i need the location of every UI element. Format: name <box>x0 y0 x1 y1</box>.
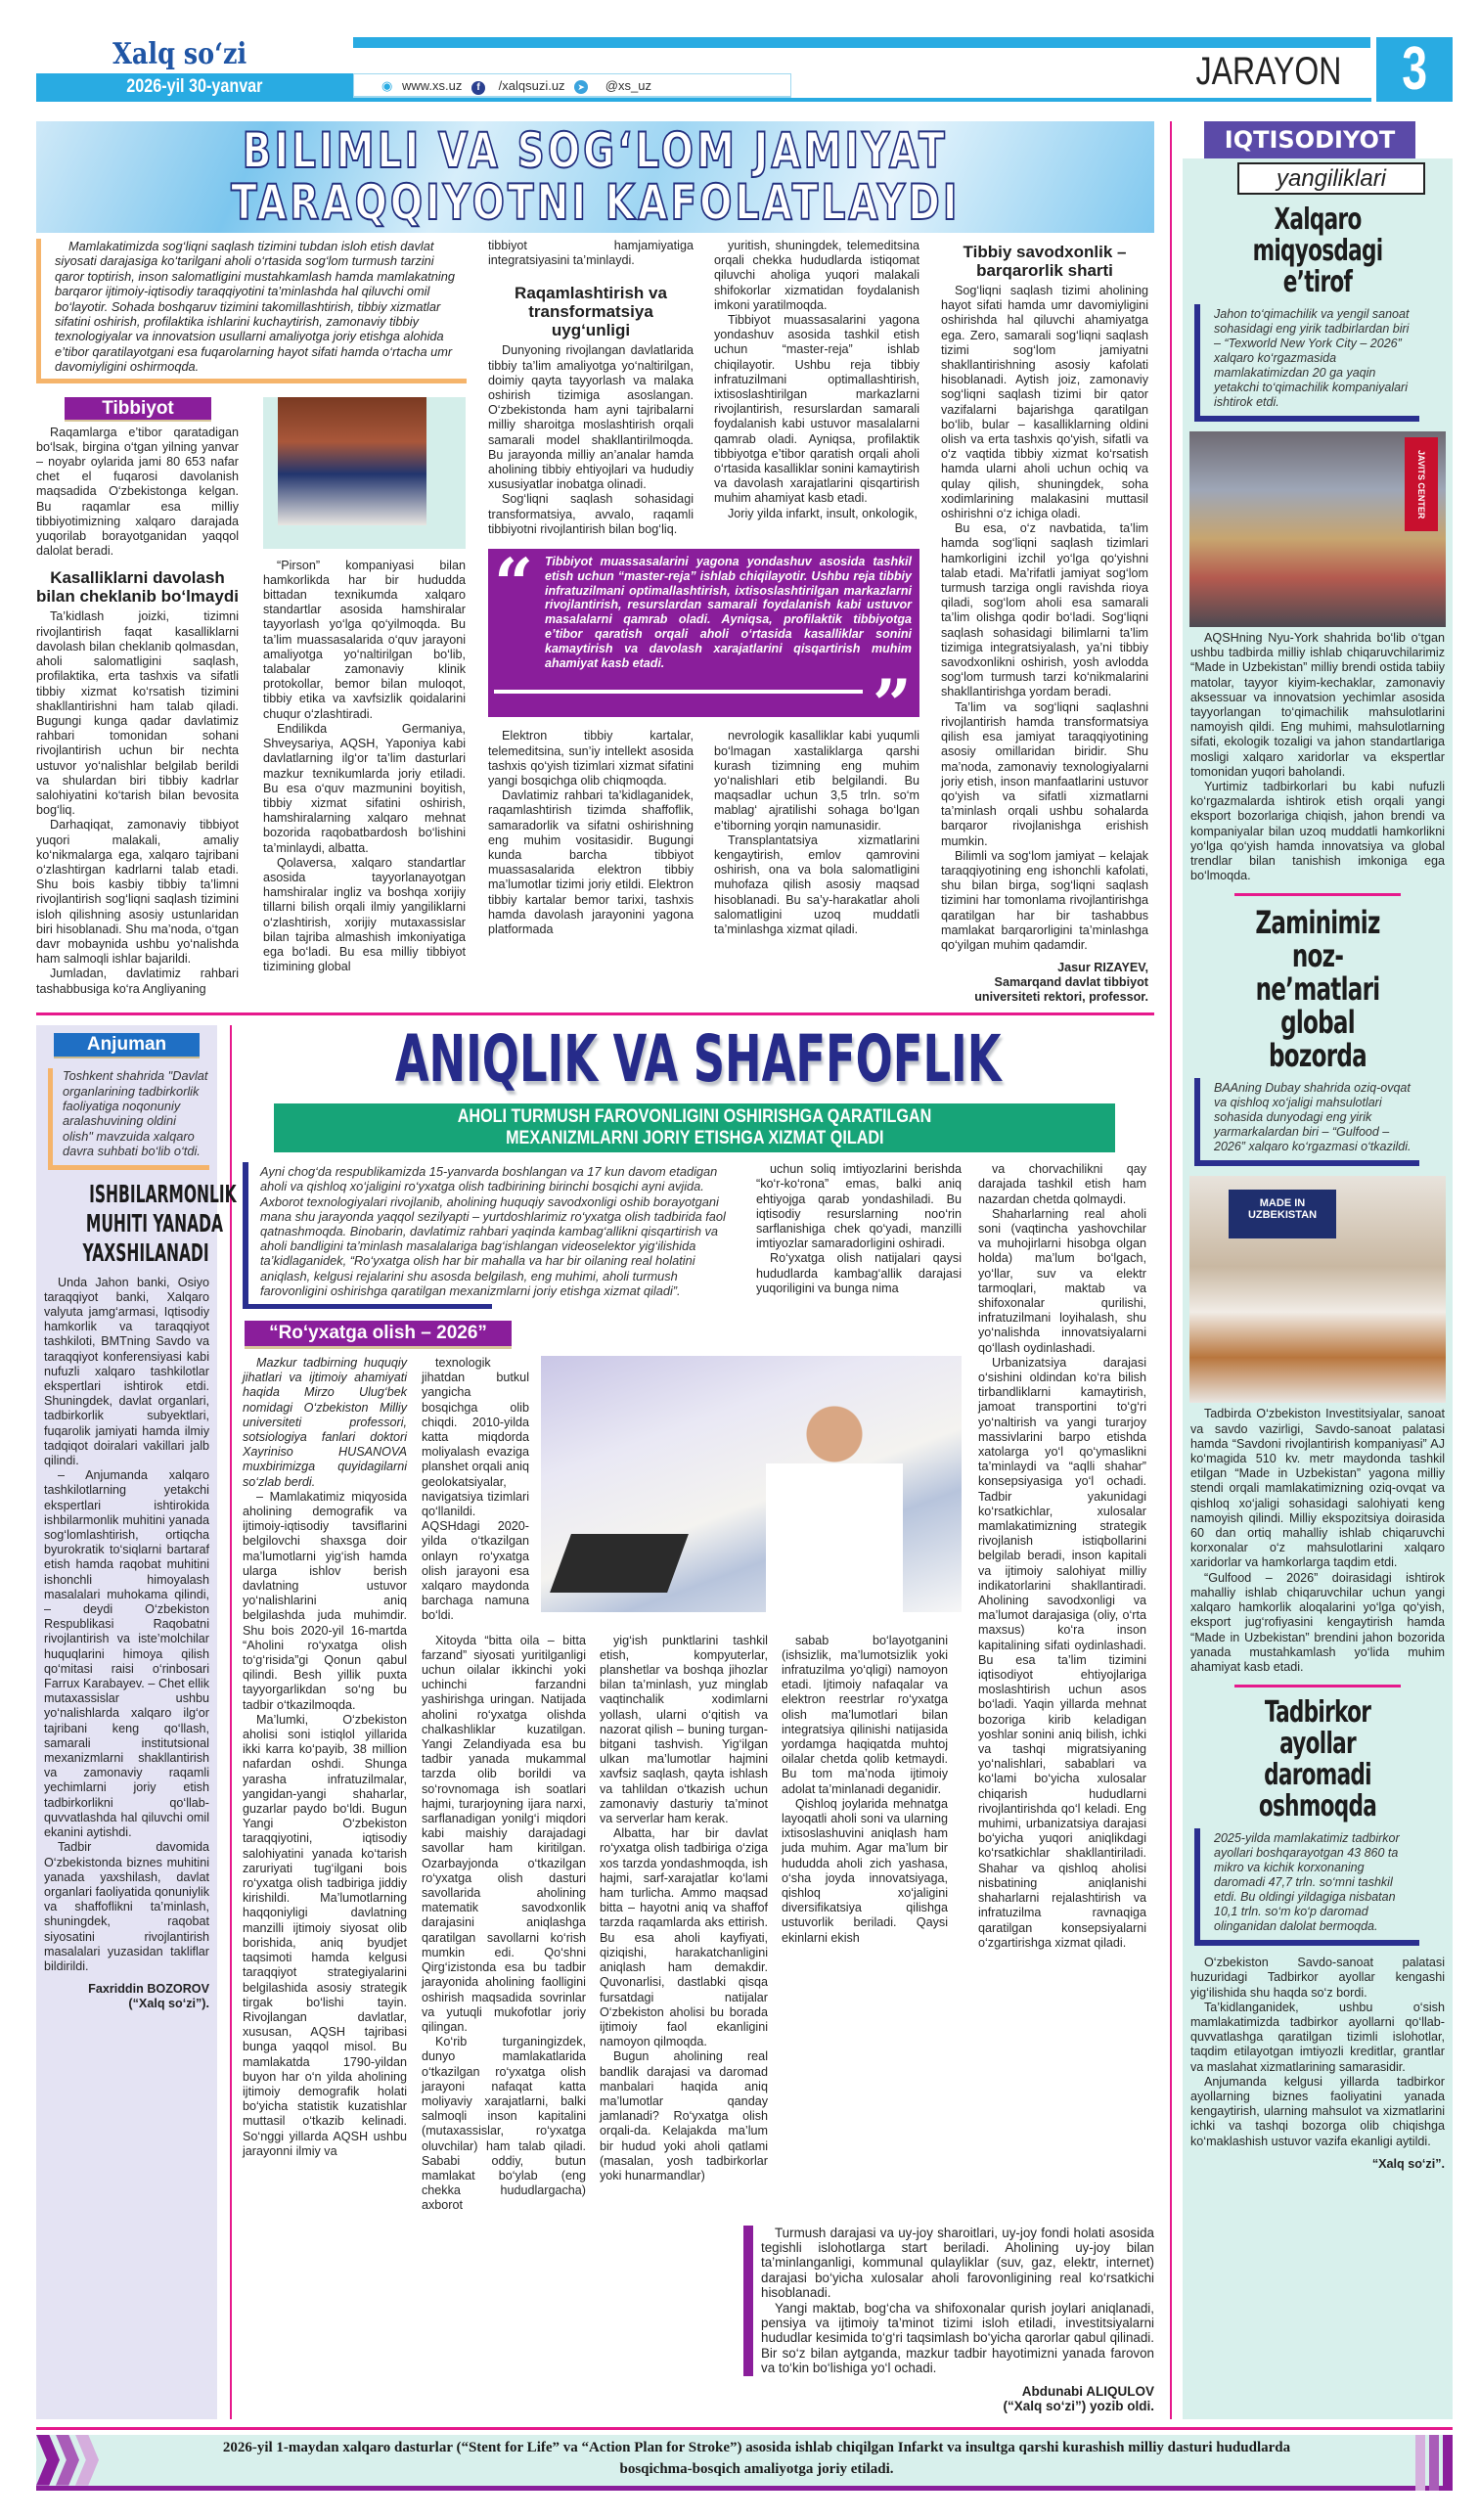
article2-columns <box>243 1162 1154 2213</box>
paragraphs <box>36 609 239 996</box>
anjuman-sidebar <box>36 1025 237 2418</box>
paragraph: va chorvachilikni qay darajada tashkil etish ham nazardan chetda qolmaydi. <box>978 1162 1146 1206</box>
paragraph: Jumladan, davlatimiz rahbari tashabbusiga ko‘ra Angliyaning <box>36 967 239 996</box>
column-5 <box>941 239 1148 1005</box>
social-links <box>353 73 791 98</box>
right-group <box>422 1356 962 2214</box>
paragraph: Tibbiyot muassasalarini yagona yondashuv asosida tashkil etish uchun “master-reja” ishlab chiqilayotir. Ushbu reja tibbiy infratuzilmani optimallashtirish, ixtisoslashtirilgan markazlarni rivojlantirish, resurslardan samarali foydalanish kabi ustuvor masalalarni qamrab oladi. Ayniqsa, profilaktik tibbiyotga e’tibor qaratish orqali aholi o‘rtasida kasalliklar sonini kamaytirish va davolash xarajatlarini qisqartirish muhim ahamiyat kasb etadi. <box>714 313 919 506</box>
chevron-icon <box>36 2435 60 2486</box>
news-intro: BAAning Dubay shahrida oziq-ovqat va qishloq xo‘jaligi mahsulotlari sohasida dunyodagi eng yirik yarmarkalardan biri – “Gulfood – 2026” xalqaro ko‘rgazmasi o‘tkazildi. <box>1194 1078 1419 1166</box>
column-A <box>243 1356 407 2159</box>
paragraph: Transplantatsiya xizmatlarini kengaytirish, emlov qamrovini oshirish, ona va bola salomatligini muhofaza qilish asosiy maqsad hisoblanadi. Bu sa’y-harakatlar aholi salomatligini uzoq muddatli ta’minlashga xizmat qiladi. <box>714 832 919 937</box>
column-4-top <box>714 239 919 521</box>
stripe <box>1429 2435 1439 2491</box>
paragraph: AQSHning Nyu-York shahrida bo‘lib o‘tgan ushbu tadbirda milliy ishlab chiqaruvchilarimiz “Made in Uzbekistan” milliy brendi ostida tabiiy matolar, tayyor kiyim-kechaklar, zamonaviy aksessuar va innovatsion yechimlar asosida tayyorlangan to‘qimachilik mahsulotlarini namoyish qildi. Eng muhimi, mahsulotlarning sifati, ekologik tozaligi va jahon standartlariga mosligi xalqaro xaridorlar va ekspertlar tomonidan yuqori baholandi. <box>1190 631 1445 779</box>
paragraph: Bu esa, o‘z navbatida, ta’lim hamda sog‘liqni saqlash tizimlari hamkorligini izchil yo‘lga qo‘yishni talab etadi. Ma’rifatli jamiyat sog‘lom turmush tarziga ongli ravishda rioya qiladi, sog‘lom aholi esa samarali ta’lim olishga qodir bo‘ladi. Sog‘liqni saqlash sohasidagi bilimlarni ta’lim tizimiga integratsiyalash, ya’ni tibbiy savodxonlikni oshirish, yosh avlodda sog‘lom turmush tarzi ko‘nikmalarini shakllantirishga yordam beradi. <box>941 521 1148 699</box>
section-divider <box>36 1012 1154 1015</box>
paragraph: nevrologik kasalliklar kabi yuqumli bo‘lmagan xastaliklarga qarshi kurash tizimning eng muhim yo‘nalishlari etib belgilandi. Bu maqsadlar uchun 3,5 trln. so‘m mablag‘ ajratilishi sohaga bo‘lgan e’tiborning yorqin namunasidir. <box>714 729 919 832</box>
article2-left-part <box>243 1162 962 2213</box>
paragraph: uchun soliq imtiyozlarini berishda “ko‘r-ko‘rona” emas, balki aniq ehtiyojga qarab yondashiladi. Bu iqtisodiy resurslarning noo‘rin sarflanishiga chek qo‘yadi, manzilli imtiyozlar samaradorligini oshiradi. <box>756 1162 962 1251</box>
paragraph: yig‘ish punktlarini tashkil etish, kompyuterlar, planshetlar va boshqa jihozlar bilan ta’minlash, yuz minglab vaqtinchalik xodimlarni yollash, ularni o‘qitish va nazorat qilish – buning turgan-bitgani tashvish. Yig‘ilgan ulkan ma’lumotlar hajmini xavfsiz saqlash, qayta ishlash va tahlildan o‘tkazish uchun zamonaviy dasturiy ta’minot va serverlar ham kerak. <box>600 1633 768 1826</box>
middle-columns-top <box>488 239 919 537</box>
stripe <box>1415 2435 1425 2491</box>
article2-subtitle: AHOLI TURMUSH FAROVONLIGINI OSHIRISHGA QARATILGAN MEXANIZMLARNI JORIY ETISHGA XIZMAT QILADI <box>274 1103 1115 1152</box>
bottom-rule <box>36 98 1453 102</box>
footer <box>36 2427 1453 2491</box>
photo-row <box>422 1356 962 1624</box>
photo-sign: MADE IN UZBEKISTAN <box>1229 1190 1336 1238</box>
paragraph: Xitoyda “bitta oila – bitta farzand” siyosati yuritilganligi uchun oilalar ikkinchi yoki uchinchi farzandni yashirishga uringan. Natijada aholini ro‘yxatga olishda chalkashliklar kuzatilgan. Yangi Zelandiyada esa bu tadbir yanada mukammal tarzda olib borildi va so‘rovnomaga ish soatlari hajmi, turarjoyning ijara narxi, sarflanadigan yonilg‘i miqdori kabi maishiy darajadagi savollar ham kiritilgan. Ozarbayjonda o‘tkazilgan ro‘yxatga olish dasturi savollarida aholining matematik savodxonlik darajasini aniqlashga qaratilgan savollarni ko‘rish mumkin edi. Qo‘shni Qirg‘izistonda esa bu tadbir jarayonida aholining faolligini oshirish maqsadida sovrinlar va yutuqli mukofotlar joriy qilingan. <box>422 1633 586 2034</box>
paragraph: “Gulfood – 2026” doirasidagi ishtirok mahalliy ishlab chiqaruvchilar uchun yangi xalqaro hamkorlik aloqalarini yo‘lga qo‘yish, eksport jug‘rofiyasini kengaytirish hamda “Made in Uzbekistan” brendini jahon bozorida yanada mustahkamlash yo‘lida muhim ahamiyat kasb etadi. <box>1190 1570 1445 1674</box>
article2-signature <box>743 2384 1154 2413</box>
sidebar-label: IQTISODIYOT <box>1204 121 1415 158</box>
paragraph: Raqamlarga e’tibor qaratadigan bo‘lsak, birgina o‘tgan yilning yanvar – noyabr oylarida jami 80 653 nafar chet el fuqarosi davolanish maqsadida O‘zbekistonga kelgan. Bu raqamlar esa milliy tibbiyotimizning xalqaro darajada yuqorilab borayotganidan yaqqol dalolat beradi. <box>36 425 239 559</box>
intro-rule <box>243 1304 492 1309</box>
section-name: JARAYON <box>1195 50 1342 93</box>
author-name: Faxriddin BOZOROV <box>88 1982 209 1997</box>
article2-intro: Ayni chog‘da respublikamizda 15-yanvarda boshlangan va 17 kun davom etadigan aholi va qishloq xo‘jaligini ro‘yxatga olish tadbirining birinchi bosqichi ayni avjida. Axborot texnologiyalari rivojlanib, aholining huquqiy savodxonligi oshib borayotgani mana shu jarayonda yaqqol sezilyapti – yurtdoshlarimiz ro‘yxatga olish tadbirida faol qatnashmoqda. Binobarin, davlatimiz rahbari yaqinda kambag‘allikni qisqartirish va aholi bandligini ta’minlash masalalariga bag‘ishlangan videoselektor yig‘ilishida ta’kidlaganidek, “Ro‘yxatga olish har bir mahalla va har bir oilaning real holatini aniqlash, kelgusi rejalarini shu asosda belgilash, eng muhimi, aholi turmush farovonligini oshirishga qaratilgan mexanizmlarni joriy etishga xizmat qiladi”. <box>243 1162 741 1304</box>
paragraph: Endilikda Germaniya, Shveysariya, AQSH, Yaponiya kabi davlatlarning ilg‘or ta’lim dasturlari mazkur texnikumlarda joriy etiladi. Bu esa o‘quv mazmunini boyitish, tibbiy xizmat sifatini oshirish, hamshiralarning xalqaro mehnat bozorida raqobatbardosh bo‘lishini ta’minlaydi, albatta. <box>263 721 466 855</box>
paragraph: yuritish, shuningdek, telemeditsina orqali chekka hududlarda istiqomat qiluvchi aholiga yuqori malakali shifokorlar xizmatidan foydalanish imkoni yaratilmoqda. <box>714 239 919 312</box>
column-E <box>978 1162 1146 1951</box>
anjuman-intro: Toshkent shahrida "Davlat organlarining tadbirkorlik faoliyatiga noqonuniy aralashuvining oldini olish" mavzuida xalqaro davra suhbati bo‘lib o‘tdi. <box>48 1068 209 1169</box>
telegram-link[interactable]: @xs_uz <box>605 78 651 93</box>
quote-footer <box>494 664 912 746</box>
paragraph: Tadbir davomida O‘zbekistonda biznes muhitini yanada yaxshilash, davlat organlari faoliyatida qonuniylik va shaffoflikni ta’minlash, shuningdek, raqobat siyosatini rivojlantirish masalalari yuzasidan takliflar bildirildi. <box>44 1840 209 1973</box>
column-2 <box>263 397 466 975</box>
news-body <box>1187 631 1449 883</box>
interview-lead: Mazkur tadbirning huquqiy jihatlari va ijtimoiy ahamiyati haqida Mirzo Ulug‘bek nomidagi O‘zbekiston Milliy universiteti professori, sotsiologiya fanlari doktori Xayriniso HUSANOVA muxbirimizga quyidagilarni so‘zlab berdi. <box>243 1355 407 1489</box>
news-body <box>1187 1407 1449 1675</box>
column-D <box>782 1634 948 1946</box>
paragraph: – Mamlakatimiz miqyosida aholining demografik va ijtimoiy-iqtisodiy tavsiflarini belgilovchi shaxsga doir ma’lumotlarni yig‘ish hamda ularga ishlov berish davlatning ustuvor yo‘nalishlarini aniq belgilashda juda muhimdir. Shu bois 2020-yil 16-martda “Aholini ro‘yxatga olish to‘g‘risida”gi Qonun qabul qilindi. Besh yillik puxta tayyorgarlikdan so‘ng bu tadbir o‘tkazilmoqda. <box>243 1489 407 1712</box>
main-column <box>36 121 1154 2419</box>
footer-banner <box>36 2435 1453 2491</box>
paragraphs <box>761 2226 1154 2376</box>
quote-text: Tibbiyot muassasalarini yagona yondashuv asosida tashkil etish uchun “master-reja” ishlab chiqilayotir. Ushbu reja tibbiy infratuzilmani optimallashtirish, ixtisoslashtirilgan markazlarni rivojlantirish, resurslardan samarali foydalanish kabi ustuvor masalalarni qamrab oladi. Ayniqsa, profilaktik tibbiyotga e’tibor qaratish orqali aholi o‘rtasida kasalliklar sonini kamaytirish va davolash xarajatlarini qisqartirish muhim ahamiyat kasb etadi. <box>545 555 912 670</box>
article1-left-part <box>36 239 467 997</box>
column-text <box>263 559 466 975</box>
paragraph: Anjumanda kelgusi yillarda tadbirkor ayollarning biznes faoliyatini yanada kengaytirish, ularning mahsulot va xizmatlarini ichki va tashqi bozorga olib chiqishga ko‘maklashish ustuvor vazifa ekanligi aytildi. <box>1190 2074 1445 2148</box>
paragraph: Sog‘liqni saqlash sohasidagi transformatsiya, avvalo, raqamli tibbiyotni rivojlantirish bilan bog‘liq. <box>488 492 694 536</box>
article1-middle-part <box>488 239 919 937</box>
intro-wrap <box>243 1162 741 1309</box>
divider <box>1234 1685 1401 1688</box>
news-item <box>1187 1697 1449 2172</box>
column-B-top <box>422 1356 529 1624</box>
quote-close-icon: ” <box>872 664 912 746</box>
column-1 <box>36 397 239 997</box>
paragraph: Qishloq joylarida mehnatga layoqatli aholi soni va ularning ixtisoslashuvini aniqlash ham juda muhim. Agar ma’lum bir hududda aholi zich yashasa, o‘sha joyda innovatsiyaga, qishloq xo‘jaligini diversifikatsiya qilishga ustuvorlik beriladi. Qaysi ekinlarni ekish <box>782 1796 948 1945</box>
column-B <box>422 1634 586 2214</box>
photo-sign: JAVITS CENTER <box>1405 437 1438 531</box>
lower-columns <box>422 1634 962 2214</box>
article2-title: ANIQLIK VA SHAFFOFLIK <box>395 1021 1002 1098</box>
news-intro: Jahon to‘qimachilik va yengil sanoat sohasidagi eng yirik tadbirlardan biri – “Texworld New York City – 2026” xalqaro ko‘rgazmasida mamlakatimizdan 20 ga yaqin yetakchi to‘qimachilik kompaniyalari ishtirok etdi. <box>1194 304 1419 422</box>
column-3-bottom <box>488 729 694 937</box>
article-intro: Mamlakatimizda sog‘liqni saqlash tizimini tubdan isloh etish davlat siyosati darajasiga ko‘tarilgani aholi o‘rtasida sog‘lom turmush tarzini qaror toptirish, inson salomatligini mustahkamlash hamda mamlakatning barqaror ijtimoiy-iqtisodiy taraqqiyotini ta’minlashda hal qiluvchi omil bo‘layotir. Sohada boshqaruv tizimini takomillashtirish, tibbiy xizmatlar sifatini oshirish, profilaktika ishlarini kuchaytirish, zamonaviy tibbiy texnologiyalar va innovatsion usullarni amaliyotga joriy etishga alohida e’tibor qaratilayotgani esa fuqarolarning hayot sifati hamda o‘rtacha umr davomiyligini oshirmoqda. <box>36 239 467 383</box>
paragraph: Ko‘rib turganingizdek, dunyo mamlakatlarida o‘tkazilgan ro‘yxatga olish jarayoni nafaqat katta moliyaviy xarajatlarni, balki salmoqli inson kapitalini (mutaxassislar, ro‘yxatga oluvchilar) ham talab qiladi. Sababi oddiy, butun mamlakat bo‘ylab (eng chekka hududlargacha) axborot <box>422 2035 586 2213</box>
paragraph: Urbanizatsiya darajasi o‘sishini oldindan ko‘ra bilish tirbandliklarni kamaytirish, jamoat transportini to‘g‘ri yo‘naltirish va yangi turarjoy massivlarini barpo etishda xatolarga yo‘l qo‘ymaslikni ta’minlaydi va “aqlli shahar” konsepsiyasiga yo‘l ochadi. Tadbir yakunidagi ko‘rsatkichlar, xulosalar mamlakatimizning strategik rivojlanish istiqbollarini belgilab beradi, inson kapitali va ijtimoiy salohiyat milliy indikatorlarini shakllantiradi. Aholining savodxonligi va ma’lumot darajasiga (oliy, o‘rta maxsus) ko‘ra inson kapitalining sifati oydinlashadi. Bu esa ta’lim tizimini iqtisodiyot ehtiyojlariga moslashtirish uchun asos bo‘ladi. Yaqin yillarda mehnat bozoriga kirib keladigan yoshlar sonini aniq bilish, ichki va tashqi migratsiyaning yo‘nalishlari, sabablari va ko‘lami bo‘yicha xulosalar chiqarish hududlarni rivojlantirishda qo‘l keladi. Eng muhimi, urbanizatsiya darajasi bo‘yicha yuqori aniqlikdagi ko‘rsatkichlar shakllantiriladi. Shahar va qishloq aholisi nisbatining aniqlanishi shaharlarni rejalashtirish va infratuzilma ravnaqiga qaratilgan konsepsiyalarni o‘zgartirishga xizmat qiladi. <box>978 1355 1146 1950</box>
paragraph: Ta’kidlanganidek, ushbu o‘sish mamlakatimizda tadbirkor ayollarni qo‘llab-quvvatlashga qaratilgan tizimli islohotlar, taqdim etilayotgan imtiyozli kreditlar, grantlar va maslahat xizmatlarining samarasidir. <box>1190 2000 1445 2074</box>
lead-text: tibbiyot hamjamiyatiga integratsiyasini ta’minlaydi. <box>488 239 694 268</box>
site-link[interactable]: www.xs.uz <box>401 78 463 93</box>
news-title: Zaminimiz noz-ne’matlari global bozorda <box>1255 904 1380 1075</box>
sidebar-news <box>1183 195 1453 2172</box>
photo-background <box>263 397 466 549</box>
anjuman-body <box>44 1276 209 1975</box>
column-1-lower <box>36 568 239 996</box>
subheading: Raqamlashtirish va transformatsiya uyg‘unligi <box>515 284 667 340</box>
column-text <box>36 426 239 560</box>
intro-row <box>243 1162 962 1309</box>
footer-text: 2026-yil 1-maydan xalqaro dasturlar (“Stent for Life” va “Action Plan for Stroke”) asosida ishlab chiqilgan Infarkt va insultga qarshi kurashish milliy dasturi hududlarda bosqichma-bosqich amaliyotga joriy etiladi. <box>222 2439 1291 2477</box>
sidebar-sublabel: yangiliklari <box>1237 162 1425 195</box>
article-title-line2: TARAQQIYOTNI KAFOLATLAYDI <box>230 174 961 231</box>
news-title: Xalqaro miqyosdagi e’tirof <box>1252 202 1383 299</box>
paragraph: “Pirson” kompaniyasi bilan hamkorlikda har bir hududda bittadan texnikumda xalqaro standartlar asosida hamshiralar tayyorlash yo‘lga qo‘yilmoqda. Bu ta’lim muassasalarida o‘quv jarayoni amaliyotga yo‘naltirilgan bo‘lib, talabalar zamonaviy klinik protokollar, bemor bilan muloqot, tibbiy etika va xavfsizlik qoidalarini chuqur o‘zlashtiradi. <box>263 558 466 721</box>
quote-open-icon: “ <box>494 543 534 625</box>
news-intro: 2025-yilda mamlakatimiz tadbirkor ayollari boshqarayotgan 43 860 ta mikro va kichik korxonaning daromadi 47,7 trln. so‘mni tashkil etdi. Bu oldingi yildagiga nisbatan 10,1 trln. so‘m ko‘p daromad olinganidan dalolat bermoqda. <box>1194 1828 1419 1946</box>
paragraph: O‘zbekiston Savdo-sanoat palatasi huzuridagi Tadbirkor ayollar kengashi yig‘ilishida shu haqda so‘z bordi. <box>1190 1956 1445 2000</box>
paragraph: sabab bo‘layotganini (ishsizlik, ma’lumotsizlik yoki infratuzilma yo‘qligi) namoyon etadi. Ijtimoiy nafaqalar va elektron reestrlar ro‘yxatga olish ma’lumotlari bilan integratsiya qilinishi natijasida yordamga haqiqatda muhtoj oilalar chetda qolib ketmaydi. Bu tom ma’noda ijtimoiy adolat ta’minlanadi deganidir. <box>782 1633 948 1796</box>
column-3-top <box>488 239 694 537</box>
paragraph: – Anjumanda xalqaro tashkilotlarning yetakchi ekspertlari ishtirokida ishbilarmonlik muhitini yanada sog‘lomlashtirish, ortiqcha byurokratik to‘siqlarni bartaraf etish hamda raqobat muhitini ishonchli himoyalash masalalari muhokama qilindi, – deydi O‘zbekiston Respublikasi Raqobatni rivojlantirish va iste’molchilar huquqlarini himoya qilish qo‘mitasi raisi o‘rinbosari Farrux Karabayev. – Chet ellik mutaxassislar ushbu yo‘nalishlarda xalqaro ilg‘or tajribani keng qo‘llash, samarali institutsional mexanizmlarni shakllantirish va zamonaviy raqamli yechimlarni joriy etish tadbirkorlikni qo‘llab-quvvatlashda hal qiluvchi omil ekanini aytishdi. <box>44 1468 209 1840</box>
author-source: (“Xalq so‘zi”) yozib oldi. <box>1003 2398 1154 2413</box>
facebook-link[interactable]: /xalqsuzi.uz <box>498 78 565 93</box>
paragraph: Bilimli va sog‘lom jamiyat – kelajak taraqqiyotining eng ishonchli kafolati, shu bilan birga, sog‘liqni saqlash tizimini har tomonlama rivojlantirishga qaratilgan har bir tashabbus mamlakat barqarorligini ta’minlashga qo‘yilgan muhim qadamdir. <box>941 848 1148 952</box>
paragraph: Ro‘yxatga olish natijalari qaysi hududlarda kambag‘allik darajasi yuqoriligini va bunga nima <box>756 1251 962 1295</box>
sidebar-background <box>1183 158 1453 2419</box>
author-name: Abdunabi ALIQULOV <box>1021 2383 1154 2399</box>
sidebar <box>1183 121 1453 2419</box>
date-bar: 2026-yil 30-yanvar <box>36 73 353 100</box>
author-photo <box>278 397 426 525</box>
paragraph: Turmush darajasi va uy-joy sharoitlari, uy-joy fondi holati asosida tegishli islohotlarga start beriladi. Aholining uy-joy bilan ta’minlanganligi, kommunal qulayliklar (suv, gaz, elektr, internet) darajasi bo‘yicha xulosalar aholi farovonligining real ko‘rsatkichi hisoblanadi. <box>761 2225 1154 2301</box>
paragraph: Albatta, har bir davlat ro‘yxatga olish tadbiriga o‘ziga xos tarzda yondashmoqda, ish hajmi, sarf-xarajatlar ko‘lami ham turlicha. Ammo maqsad bitta – hayotni aniq va shaffof tarzda raqamlarda aks ettirish. Bu esa aholi kayfiyati, qiziqishi, harakatchanligini aniqlash ham demakdir. Quvonarlisi, dastlabki qisqa fursatdagi natijalar O‘zbekiston aholisi bu borada ijtimoiy faol ekanligini namoyon qilmoqda. <box>600 1826 768 2049</box>
footer-rule <box>36 2427 1453 2430</box>
paragraph: Dunyoning rivojlangan davlatlarida tibbiy ta’lim amaliyotga yo‘naltirilgan, doimiy qayta tayyorlash va malaka oshirish tizimiga asoslangan. O‘zbekistonda ham ayni tajribalarni milliy sharoitga moslashtirish orqali samarali model shakllantirilmoqda. Bu jarayonda milliy an’analar hamda aholining tibbiy ehtiyojlari va hududiy xususiyatlar inobatga olinadi. <box>488 343 694 492</box>
facebook-icon: f <box>471 81 485 95</box>
column-4-bottom <box>714 729 919 937</box>
telegram-icon: ➤ <box>574 80 588 94</box>
section-label-royxat: “Ro‘yxatga olish – 2026” <box>245 1321 512 1346</box>
paragraph: Ma’lumki, O‘zbekiston aholisi soni istiqlol yillarida ikki karra ko‘payib, 38 million nafardan oshdi. Shunga yarasha infratuzilmalar, yangidan-yangi shaharlar, guzarlar paydo bo‘ldi. Bugun Yangi O‘zbekiston taraqqiyotini, iqtisodiy salohiyatini yanada ko‘tarish zaruriyati tug‘ilgani bois ro‘yxatga olish tadbiriga jiddiy kirishildi. Ma’lumotlarning haqqoniyligi davlatning manzilli ijtimoiy siyosat olib borishida, aniq byudjet taqsimoti hamda kelgusi taraqqiyot strategiyalarini belgilashida asosiy strategik tirgak bo‘lishi tayin. Rivojlangan davlatlar, xususan, AQSH tajribasi bunga yaqqol misol. Bu mamlakatda 1790-yildan buyon har o‘n yilda aholining ijtimoiy demografik holati bo‘yicha statistik kuzatishlar muttasil o‘tkazib kelinadi. So‘nggi yillarda AQSH ushbu jarayonni ilmiy va <box>243 1712 407 2158</box>
article-title-line1: BILIMLI VA SOG‘LOM JAMIYAT <box>242 122 949 179</box>
news-source: “Xalq so‘zi”. <box>1371 2156 1445 2171</box>
expo-photo <box>1189 1176 1446 1403</box>
anjuman-title: ISHBILARMONLIK MUHITI YANADA YAXSHILANADI <box>82 1179 237 1267</box>
person-figure <box>766 1395 903 1612</box>
page-body <box>36 121 1453 2419</box>
paragraph: Tadbirda O‘zbekiston Investitsiyalar, sanoat va savdo vazirligi, Savdo-sanoat palatasi hamda “Savdoni rivojlantirish kompaniyasi” AJ ko‘magida 510 kv. metr maydonda tashkil etilgan “Made in Uzbekistan” yagona milliy stendi orqali mamlakatimizning oziq-ovqat va qishloq xo‘jaligi sohasidagi salohiyati keng namoyish qilindi. Milliy ekspozitsiya doirasida 60 dan ortiq mahalliy ishlab chiqaruvchi korxonalar o‘z mahsulotlarini xalqaro xaridorlar va hamkorlarga taqdim etdi. <box>1190 1407 1445 1570</box>
logo[interactable]: Xalq so‘zi <box>112 37 247 71</box>
laptop <box>550 1534 689 1593</box>
article2 <box>243 1021 1154 2418</box>
news-item <box>1187 204 1449 896</box>
subheading: Kasalliklarni davolash bilan cheklanib bo‘lmaydi <box>36 568 239 607</box>
column-D-top <box>756 1162 962 1296</box>
paragraph: Shaharlarning real aholi soni (vaqtincha yashovchilar va muhojirlarni hisobga olgan holda) ma’lum bo‘lgach, yo‘llar, suv va elektr tarmoqlari, maktab va shifoxonalar qurilishi, infratuzilmani loyihalash, shu yo‘nalishda innovatsiyalarni qo‘llash oydinlashadi. <box>978 1206 1146 1355</box>
expo-photo <box>1189 431 1446 627</box>
paragraph: Ta’kidlash joizki, tizimni rivojlantirish faqat kasalliklarni davolash bilan cheklanib qolmasdan, aholi salomatligini saqlash, profilaktika, erta tashxis va sifatli tibbiy xizmat ko‘rsatish tizimini shakllantirishni ham talab qiladi. Bugungi kunga qadar davlatimiz rahbari tomonidan sohani rivojlantirish uchun bir nechta ustuvor yo‘nalishlar belgilab berildi va shulardan biri tibbiy kadrlar salohiyatini ko‘tarish bilan bevosita bog‘liq. <box>36 609 239 818</box>
paragraph: Joriy yilda infarkt, insult, onkologik, <box>728 506 918 520</box>
subheading: Tibbiy savodxonlik – barqarorlik sharti <box>963 243 1127 280</box>
paragraph: Ta’lim va sog‘liqni saqlashni rivojlantirish hamda transformatsiya qilish esa jamiyat taraqqiyotining asosiy omillaridan biridir. Shu ma’noda, zamonaviy texnologiyalarni joriy etish, inson manfaatlarini ustuvor qo‘yish va sifatli xizmatlarni ta’minlash orqali ushbu sohalarda barqaror rivojlanishga erishish mumkin. <box>941 699 1148 848</box>
section-label-anjuman: Anjuman <box>54 1033 200 1057</box>
paragraphs <box>941 284 1148 953</box>
paragraph: Bugun aholining real bandlik darajasi va daromad manbalari haqida aniq ma’lumotlar qanday jamlanadi? Ro‘yxatga olish orqali-da. Kelajakda ma’lum bir hudud yoki aholi qatlami (masalan, yosh tadbirkorlar yoki hunarmandlar) <box>600 2049 768 2182</box>
body-row <box>243 1356 962 2214</box>
author-role: Samarqand davlat tibbiyot universiteti rektori, professor. <box>974 975 1148 1005</box>
quote-rule <box>494 690 863 694</box>
paragraph: Yangi maktab, bog‘cha va shifoxonalar qurish joylari aniqlanadi, pensiya va ijtimoiy ta’minot tizimi isloh etiladi, investitsiyalarni hududlar kesimida to‘g‘ri taqsimlash bo‘yicha qarorlar qabul qilinadi. Bir so‘z bilan aytganda, mazkur tadbir hayotimizni yanada farovon va to‘kin bo‘lishiga yo‘l ochadi. <box>761 2300 1154 2376</box>
paragraphs <box>488 343 694 537</box>
paragraph: Davlatimiz rahbari ta’kidlaganidek, raqamlashtirish tizimda shaffoflik, samaradorlik va sifatni oshirishning eng muhim vositasidir. Bugungi kunda barcha tibbiyot muassasalarida elektron tibbiy ma’lumotlar tizimi joriy etildi. Elektron tibbiy kartalar bemor tarixi, tashxis hamda davolash jarayonini yagona platformada <box>488 788 694 937</box>
divider <box>1234 893 1401 896</box>
paragraph: Yurtimiz tadbirkorlari bu kabi nufuzli ko‘rgazmalarda ishtirok etish orqali yangi eksport bozorlariga chiqish, jahon brendi va kompaniyalar bilan uzoq muddatli hamkorlikni yo‘lga qo‘yish hamda innovatsiya va global trendlar bilan tanishish imkoniga ega bo‘lmoqda. <box>1190 780 1445 883</box>
closing-box <box>743 2226 1154 2376</box>
top-blue-bar <box>353 37 1370 48</box>
news-item <box>1187 906 1449 1688</box>
masthead <box>36 37 1453 112</box>
paragraph: Unda Jahon banki, Osiyo taraqqiyot banki, Xalqaro valyuta jamg‘armasi, Iqtisodiy hamkorlik va taraqqiyot tashkiloti, BMTning Savdo va taraqqiyot konferensiyasi kabi nufuzli xalqaro tashkilotlar ekspertlari ishtirok etdi. Shuningdek, davlat organlari, tadbirkorlik subyektlari, fuqarolik jamiyati hamda ilmiy tadqiqot doiralari vakillari jalb qilindi. <box>44 1275 209 1468</box>
vertical-divider <box>230 1025 232 2418</box>
census-photo <box>541 1356 962 1612</box>
paragraph: Sog‘liqni saqlash tizimi aholining hayot sifati hamda umr davomiyligini oshirishda hal qiluvchi ahamiyatga ega. Zero, samarali sog‘liqni saqlash tizimi sog‘lom jamiyatni shakllantirishning asosiy kafolati hisoblanadi. Aytish joiz, zamonaviy sog‘liqni saqlash tizimi bir qator vazifalarni bajarishga qaratilgan bo‘lib, bular – kasalliklarning oldini olish va erta tashxis qo‘yish, sifatli va o‘z vaqtida tibbiy xizmat ko‘rsatish hamda ularni aholi uchun ochiq va qulay qilish, shuningdek, soha xodimlarining malakasini muttasil oshirishni o‘z ichiga oladi. <box>941 284 1148 521</box>
paragraph: Qolaversa, xalqaro standartlar asosida tayyorlanayotgan hamshiralar ingliz va boshqa xorijiy tillarni bilish orqali ilmiy yangiliklarni o‘zlashtirish, xorijiy mutaxassislar bilan tajriba almashish imkoniyatiga ega bo‘ladi. Bu esa milliy tibbiyot tizimining global <box>263 855 466 974</box>
paragraph: Darhaqiqat, zamonaviy tibbiyot yuqori malakali, amaliy ko‘nikmalarga ega, xalqaro tajribani o‘zlashtirgan kadrlarni talab etadi. Shu bois kasbiy tibbiy ta’limni rivojlantirish sog‘liqni saqlash tizimini isloh qilishning asosiy ustunlaridan biri hisoblanadi. Shu ma’noda, o‘tgan davr mobaynida ushbu yo‘nalishda ham salmoqli ishlar bajarildi. <box>36 818 239 967</box>
quote-body <box>494 543 912 670</box>
globe-icon: ◉ <box>381 78 393 93</box>
vertical-divider <box>1170 121 1172 2419</box>
stripe <box>1443 2435 1453 2491</box>
article-banner <box>36 121 1154 233</box>
paragraph: texnologik jihatdan butkul yangicha bosqichga olib chiqdi. 2010-yilda katta miqdorda moliyalash evaziga planshet orqali aniq geolokatsiyalar, navigatsiya tizimlari qo‘llanildi. AQSHdagi 2020-yilda o‘tkazilgan onlayn ro‘yxatga olish jarayoni esa xalqaro maydonda barchaga namuna bo‘ldi. <box>422 1355 529 1623</box>
page-number: 3 <box>1371 37 1453 102</box>
author-name: Jasur RIZAYEV, <box>1057 961 1148 975</box>
lower-area <box>36 1021 1154 2418</box>
column-C <box>600 1634 768 2184</box>
section-label-tibbiyot: Tibbiyot <box>65 397 211 420</box>
news-title: Tadbirkor ayollar daromadi oshmoqda <box>1258 1695 1377 1824</box>
article1-body <box>36 239 1154 1005</box>
paragraphs <box>243 1490 407 2159</box>
pull-quote <box>488 543 919 746</box>
paragraph: Elektron tibbiy kartalar, telemeditsina, sun’iy intellekt asosida tashxis qo‘yish tizimlari xizmat sifatini yangi bosqichga olib chiqmoqda. <box>488 729 694 788</box>
author-source: (“Xalq so‘zi”). <box>128 1997 209 2011</box>
article1-left-columns <box>36 397 467 997</box>
middle-columns-bottom <box>488 729 919 937</box>
